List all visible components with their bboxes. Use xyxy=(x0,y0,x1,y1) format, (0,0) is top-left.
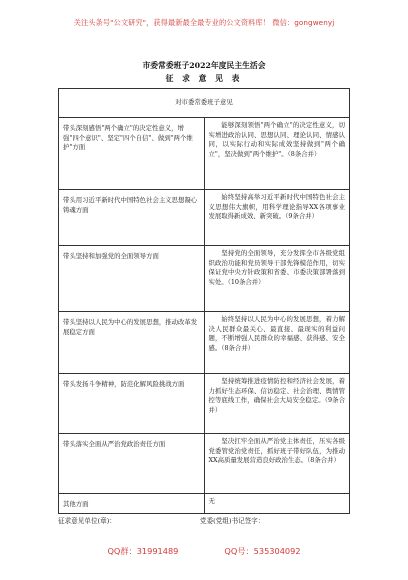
opinion-category: 带头深刻感悟"两个确立"的决定性意义，增强"四个意识"、坚定"四个自信"、做到"两个维护"方面 xyxy=(59,118,205,190)
table-row xyxy=(59,494,350,514)
table-row xyxy=(59,246,350,312)
secretary-signature-label: 党委(党组)书记签字： xyxy=(200,517,265,525)
document-title: 市委常委班子2022年度民主生活会 xyxy=(142,61,266,70)
top-banner: 关注头条号"公文研究"，获得最新最全最专业的公文资料库！ 微信：gongwenyj xyxy=(73,18,335,27)
opinion-table xyxy=(58,88,350,514)
table-row xyxy=(59,374,350,434)
table-row xyxy=(59,118,350,190)
issuing-unit-seal-label: 征求意见单位(章)： xyxy=(58,517,116,525)
opinion-category: 带头落实全面从严治党政治责任方面 xyxy=(59,434,205,494)
qq-number-text: QQ号：535304092 xyxy=(224,546,301,556)
qq-group-text: QQ群：31991489 xyxy=(107,546,179,556)
opinion-category: 带头坚持以人民为中心的发展思想，推动改革发展稳定方面 xyxy=(59,312,205,374)
opinion-category: 带头用习近平新时代中国特色社会主义思想凝心铸魂方面 xyxy=(59,190,205,246)
table-row xyxy=(59,312,350,374)
document-subtitle: 征 求 意 见 表 xyxy=(165,74,243,83)
opinion-content: 始终坚持以人民为中心的发展思想，着力解决人民群众最关心、最直接、最现实的利益问题，不断增强人民群众的幸福感、获得感、安全感。（8条合并） xyxy=(204,312,350,374)
table-header: 对市委常委班子意见 xyxy=(59,89,350,118)
table-row xyxy=(59,434,350,494)
opinion-category: 其他方面 xyxy=(59,494,205,514)
opinion-content: 能够深刻领悟"两个确立"的决定性意义，切实增进政治认同、思想认同、理论认同、情感认同，以实际行动和实际成效坚持做到"两个确立"，坚决做到"两个维护"。（8条合并） xyxy=(204,118,350,190)
opinion-content: 始终坚持高举习近平新时代中国特色社会主义思想伟大旗帜，用科学理论指导XX各项事业发展取得新成效、新突破。（9条合并） xyxy=(204,190,350,246)
opinion-content: 坚持党的全面领导，充分发挥全市各级党组织政治功能和党员领导干部先锋模范作用，切实保证党中央方针政策和省委、市委决策部署落到实处。（10条合并） xyxy=(204,246,350,312)
opinion-content: 坚决扛牢全面从严治党主体责任，压实各级党委管党治党责任，抓好班子带好队伍，为推动XX高质量发展营造良好政治生态。（8条合并） xyxy=(204,434,350,494)
table-header-row xyxy=(59,89,350,118)
contact-line xyxy=(0,546,408,557)
table-row xyxy=(59,190,350,246)
opinion-content: 坚持统筹推进疫情防控和经济社会发展，着力抓好生态环保、信访稳定、社会治理、舆情管控等底线工作，确保社会大局安全稳定。（9条合并） xyxy=(204,374,350,434)
opinion-category: 带头发扬斗争精神，防范化解风险挑战方面 xyxy=(59,374,205,434)
opinion-category: 带头坚持和加强党的全面领导方面 xyxy=(59,246,205,312)
opinion-content: 无 xyxy=(204,494,350,514)
